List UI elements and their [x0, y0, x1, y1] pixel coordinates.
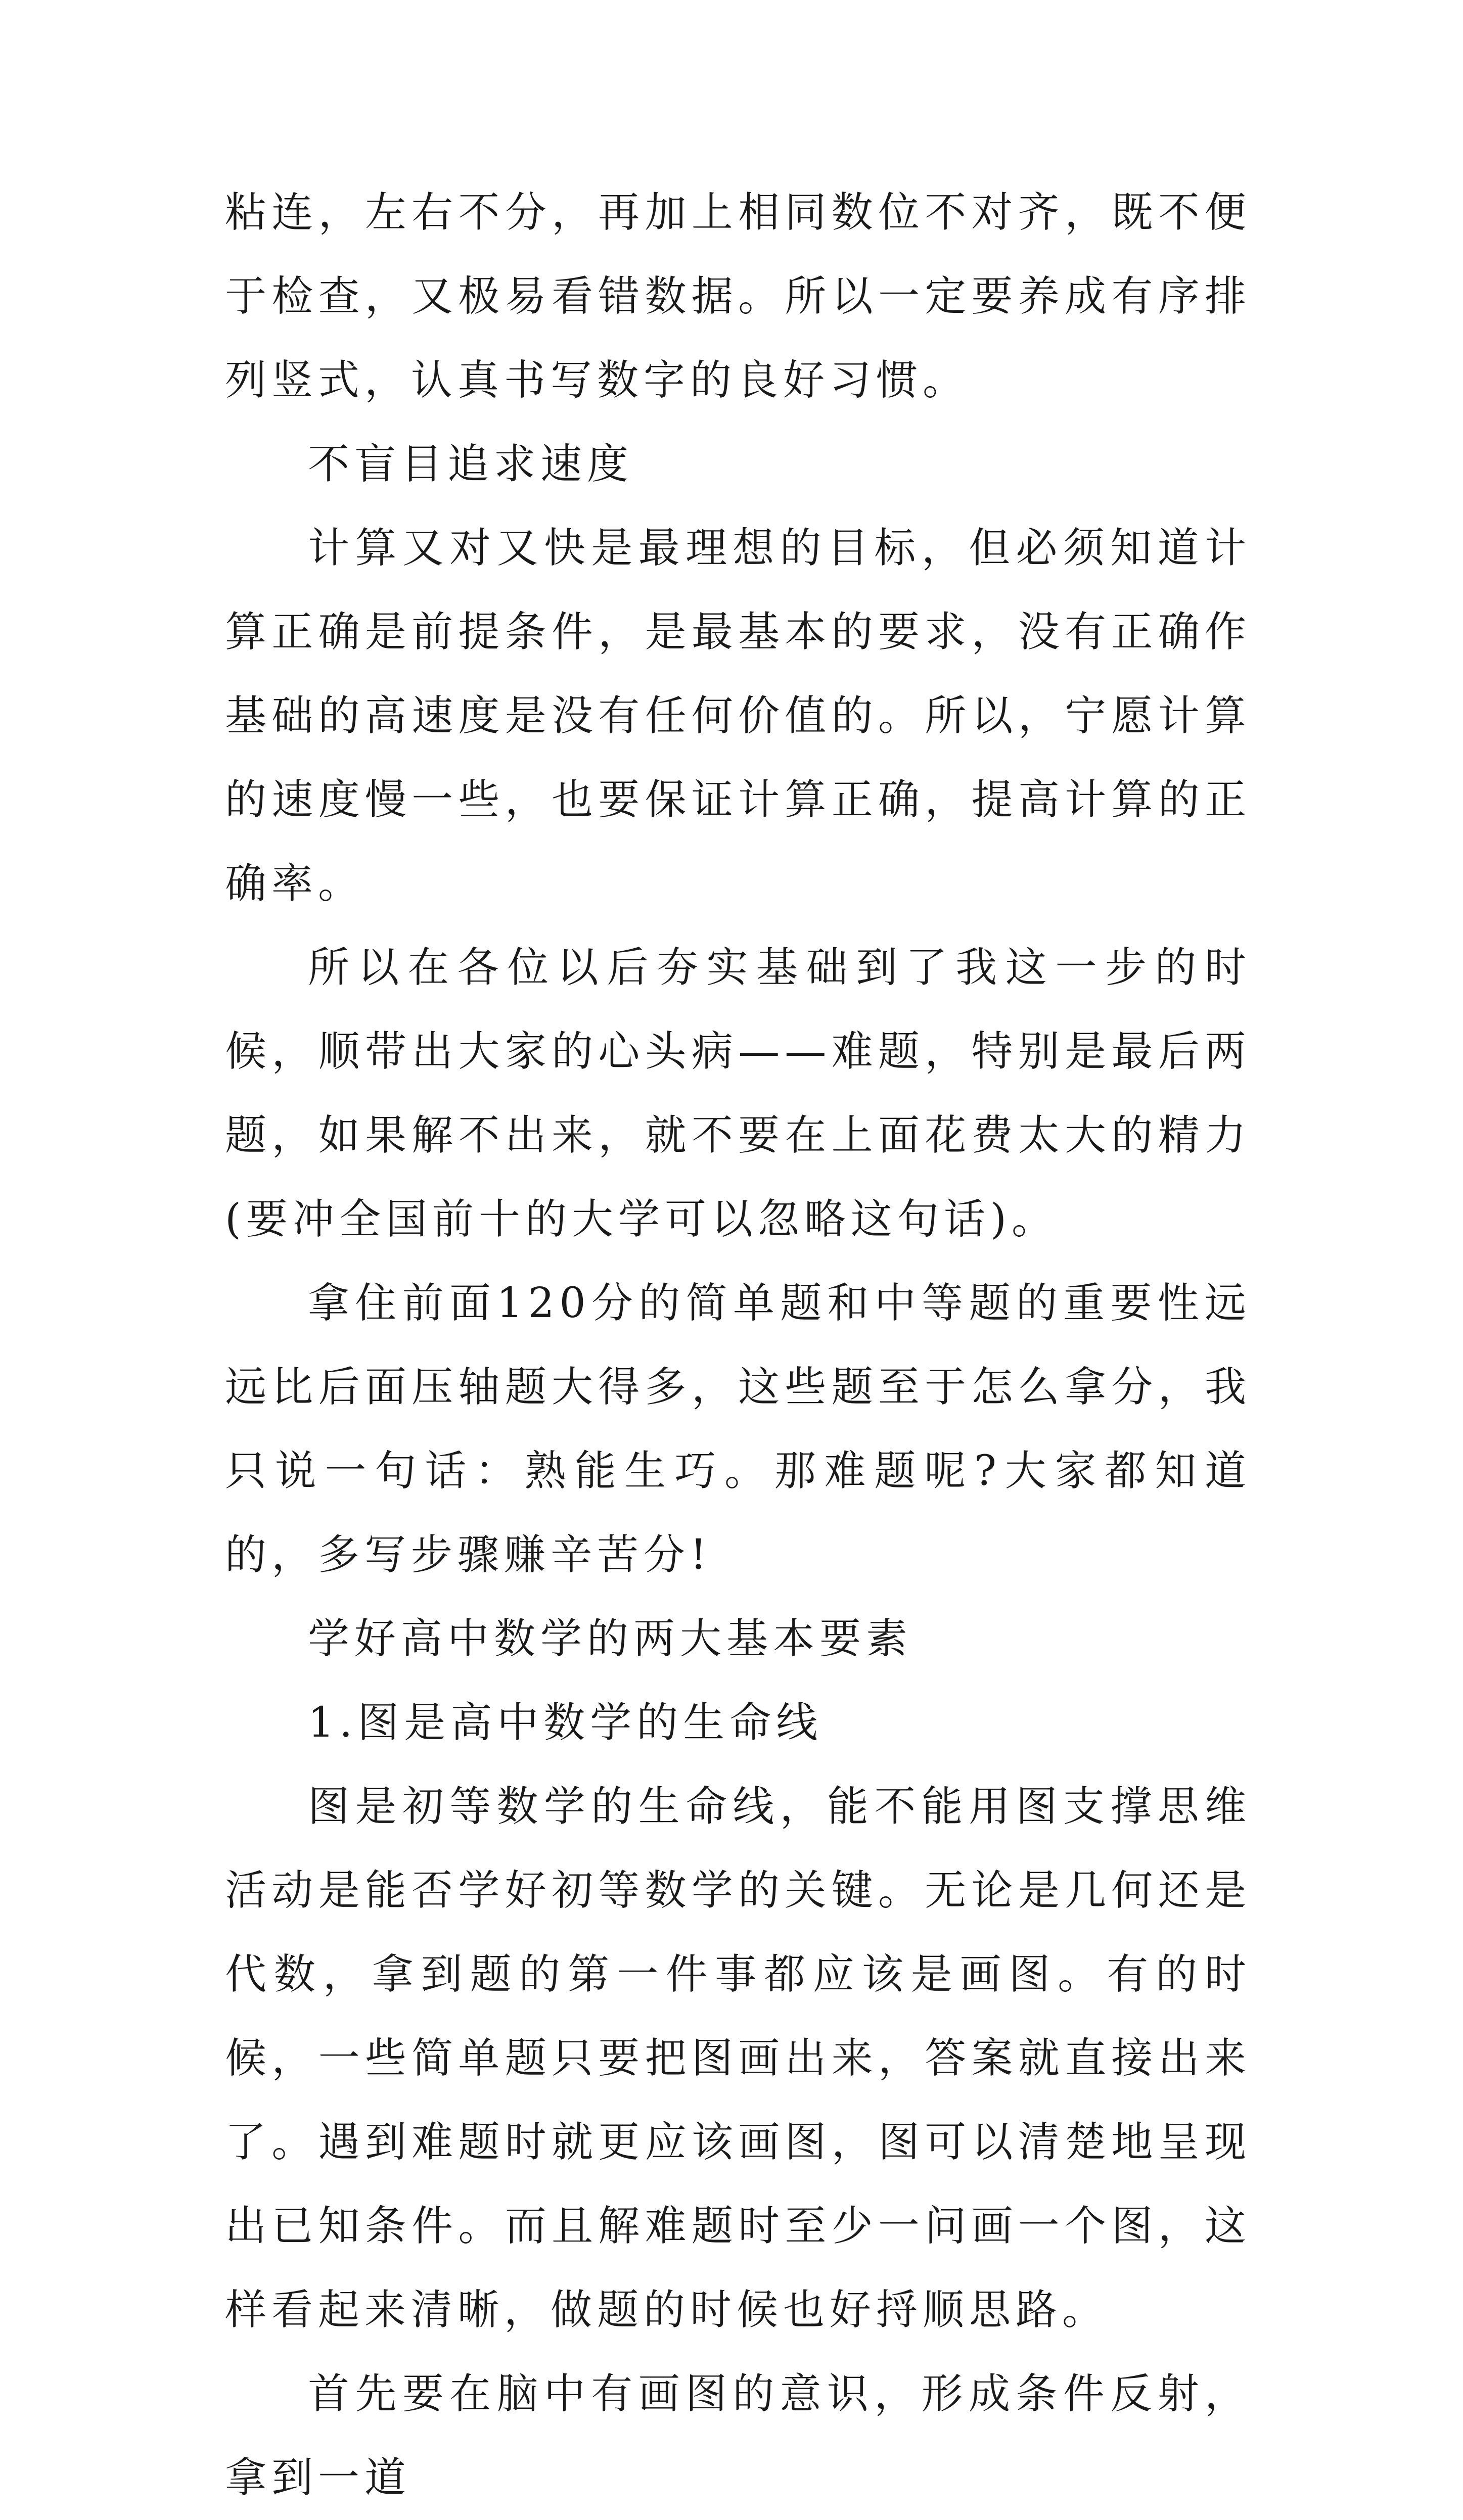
- paragraph-3: 计算又对又快是最理想的目标，但必须知道计算正确是前提条件，是最基本的要求，没有正确作基础的高速度是没有任何价值的。所以，宁愿计算的速度慢一些，也要保证计算正确，提高计算的正确率。: [225, 524, 1251, 908]
- section-heading-speed: 不盲目追求速度: [308, 440, 634, 488]
- paragraph-8: 图是初等数学的生命线，能不能用图支撑思维活动是能否学好初等数学的关键。无论是几何还是代数，拿到题的第一件事都应该是画图。有的时候，一些简单题只要把图画出来，答案就直接出来了。遇到难题时就更应该画图，图可以清楚地呈现出已知条件。而且解难题时至少一问画一个图，这样看起来清晰，做题的时候也好捋顺思路。: [225, 1783, 1251, 2334]
- paragraph-1: 粘连，左右不分，再加上相同数位不对齐，既不便于检查，又极易看错数据。所以一定要养成有序排列竖式，认真书写数字的良好习惯。: [225, 189, 1251, 404]
- subheading-graph: 1.图是高中数学的生命线: [308, 1699, 823, 1747]
- paragraph-9: 首先要在脑中有画图的意识，形成条件反射，拿到一道: [225, 2370, 1251, 2502]
- section-heading-elements: 学好高中数学的两大基本要素: [308, 1615, 913, 1663]
- paragraph-4: 所以在各位以后夯实基础到了我这一步的时候，顺带出大家的心头病——难题，特别是最后两题，如果解不出来，就不要在上面花费太大的精力(要冲全国前十的大学可以忽略这句话)。: [225, 944, 1251, 1243]
- body-text: [225, 171, 1251, 2520]
- paragraph-5: 拿住前面120分的简单题和中等题的重要性远远比后面压轴题大得多，这些题至于怎么拿分，我只说一句话：熟能生巧。那难题呢?大家都知道的，多写步骤赚辛苦分!: [225, 1279, 1251, 1579]
